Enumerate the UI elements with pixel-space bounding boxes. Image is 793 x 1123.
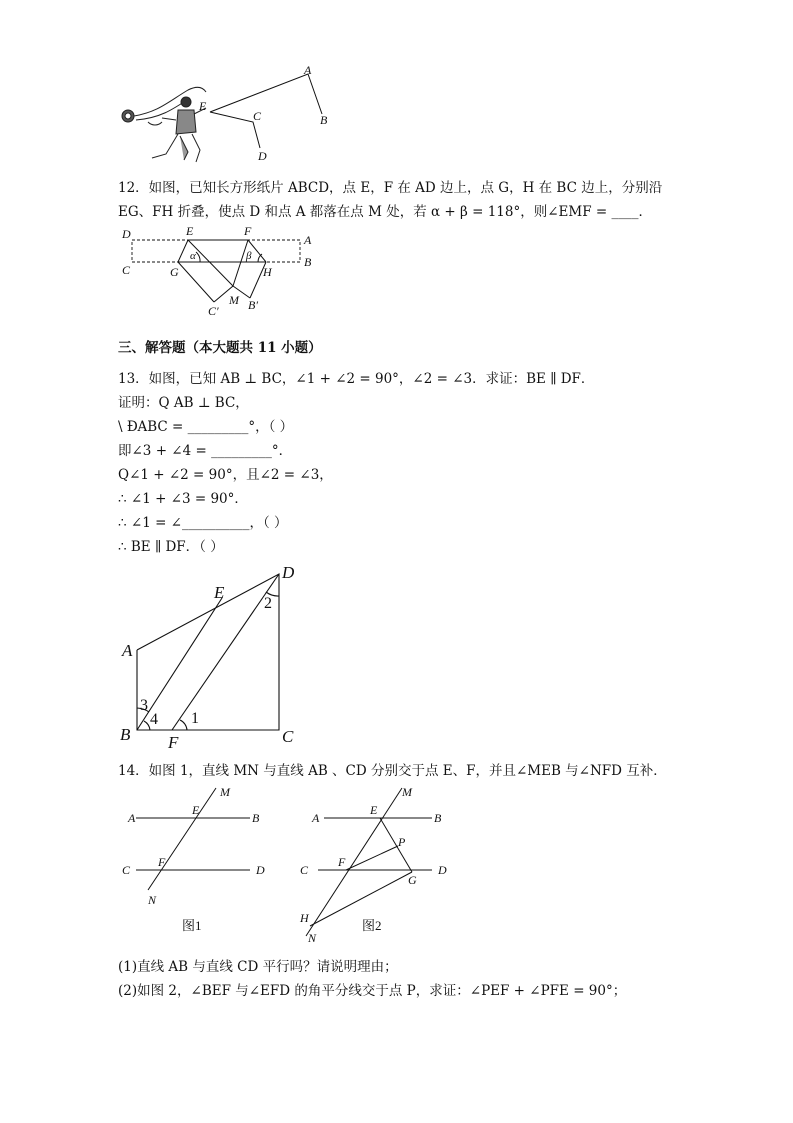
q13-label-C: C bbox=[282, 727, 294, 746]
q14-f2-label-D: D bbox=[438, 863, 447, 877]
q13-line2: 证明：Q AB ⊥ BC， bbox=[118, 395, 249, 411]
q12-label-C: C bbox=[122, 263, 131, 277]
q13-label-4: 4 bbox=[150, 711, 158, 728]
q12-label-Bp: B′ bbox=[248, 298, 258, 312]
q13-figure bbox=[116, 558, 316, 752]
q11-line-EAB bbox=[210, 74, 322, 114]
q12-label-D: D bbox=[122, 227, 131, 241]
q13-label-2: 2 bbox=[264, 595, 272, 612]
q14-f2-label-A: A bbox=[312, 811, 320, 825]
q14-f2-label-P: P bbox=[398, 835, 406, 849]
q13-line4: 即∠3 + ∠4 = _________°． bbox=[118, 443, 293, 459]
q14-f2-label-B: B bbox=[434, 811, 442, 825]
q13-line6: ∴ ∠1 + ∠3 = 90°． bbox=[118, 491, 248, 507]
section-heading: 三、解答题（本大题共 11 小题） bbox=[118, 340, 322, 356]
q14-f1-label-F: F bbox=[158, 855, 166, 869]
q13-label-1: 1 bbox=[191, 710, 199, 727]
q14-part1: (1)直线 AB 与直线 CD 平行吗？请说明理由； bbox=[118, 959, 398, 975]
q14-f1-label-D: D bbox=[256, 863, 265, 877]
q14-f2-label-E: E bbox=[370, 803, 378, 817]
q14-f1-label-M: M bbox=[220, 785, 230, 799]
q14-f1-label-B: B bbox=[252, 811, 260, 825]
q13-line8: ∴ BE ∥ DF．（ ） bbox=[118, 539, 224, 555]
q14-fig2-svg bbox=[298, 782, 468, 946]
q14-f2-label-C: C bbox=[300, 863, 309, 877]
q14-f2-caption: 图2 bbox=[362, 918, 382, 933]
q13-label-E: E bbox=[214, 583, 225, 602]
q14-figure2 bbox=[298, 782, 468, 946]
q14-f2-label-M: M bbox=[402, 785, 412, 799]
q11-label-D: D bbox=[258, 149, 267, 163]
q14-f2-label-H: H bbox=[300, 911, 309, 925]
q12-label-F: F bbox=[244, 224, 252, 238]
q12-svg bbox=[118, 222, 328, 318]
q12-label-beta: β bbox=[246, 250, 252, 262]
q12-label-H: H bbox=[263, 265, 272, 279]
q12-label-M: M bbox=[229, 293, 239, 307]
q12-label-E: E bbox=[186, 224, 194, 238]
q13-label-F: F bbox=[168, 733, 179, 752]
q12-label-A: A bbox=[304, 233, 312, 247]
q13-lines bbox=[137, 574, 279, 730]
q13-label-B: B bbox=[120, 725, 131, 744]
q13-line3: \ ÐABC = _________°，（ ） bbox=[118, 419, 294, 435]
q12-dashed-rect bbox=[132, 240, 300, 262]
dancer-illustration bbox=[122, 87, 206, 162]
q14-line1: 14．如图 1，直线 MN 与直线 AB 、CD 分别交于点 E、F，并且∠MEB 与∠NFD 互补． bbox=[118, 763, 667, 779]
q14-part2: (2)如图 2，∠BEF 与∠EFD 的角平分线交于点 P，求证：∠PEF + ∠PFE = 90°； bbox=[118, 983, 627, 999]
q12-figure bbox=[118, 222, 328, 318]
q14-fig1-svg bbox=[118, 782, 278, 936]
q13-line5: Q∠1 + ∠2 = 90°，且∠2 = ∠3， bbox=[118, 467, 333, 483]
q14-f1-label-A: A bbox=[128, 811, 136, 825]
q13-line7: ∴ ∠1 = ∠__________，（ ） bbox=[118, 515, 288, 531]
q12-text-line1: 12．如图，已知长方形纸片 ABCD，点 E，F 在 AD 边上，点 G，H 在 BC 边上，分别沿 bbox=[118, 180, 663, 196]
q12-label-G: G bbox=[170, 265, 179, 279]
q12-text-line2: EG、FH 折叠，使点 D 和点 A 都落在点 M 处，若 α + β = 118°，则∠EMF = ____． bbox=[118, 204, 652, 220]
q13-svg bbox=[116, 558, 316, 752]
q12-label-B: B bbox=[304, 255, 312, 269]
q14-f2-label-F: F bbox=[338, 855, 346, 869]
q14-f2-label-N: N bbox=[308, 931, 317, 945]
q14-f1-label-C: C bbox=[122, 863, 131, 877]
q11-label-B: B bbox=[320, 113, 328, 127]
q13-label-3: 3 bbox=[140, 697, 148, 714]
q11-figure bbox=[118, 62, 358, 172]
q14-f1-label-N: N bbox=[148, 893, 157, 907]
q12-label-alpha: α bbox=[190, 250, 196, 262]
q12-label-Cp: C′ bbox=[208, 304, 219, 318]
q14-figure1 bbox=[118, 782, 278, 936]
q11-svg bbox=[118, 62, 358, 172]
q13-label-D: D bbox=[282, 563, 295, 582]
q13-line1: 13．如图，已知 AB ⊥ BC，∠1 + ∠2 = 90°，∠2 = ∠3．求证：BE ∥ DF． bbox=[118, 371, 595, 387]
q13-label-A: A bbox=[122, 641, 133, 660]
q14-f1-caption: 图1 bbox=[182, 918, 202, 933]
q11-label-C: C bbox=[253, 109, 262, 123]
q11-label-A: A bbox=[304, 63, 312, 77]
q11-label-E: E bbox=[199, 99, 207, 113]
q14-f1-label-E: E bbox=[192, 803, 200, 817]
q14-f2-label-G: G bbox=[408, 873, 417, 887]
